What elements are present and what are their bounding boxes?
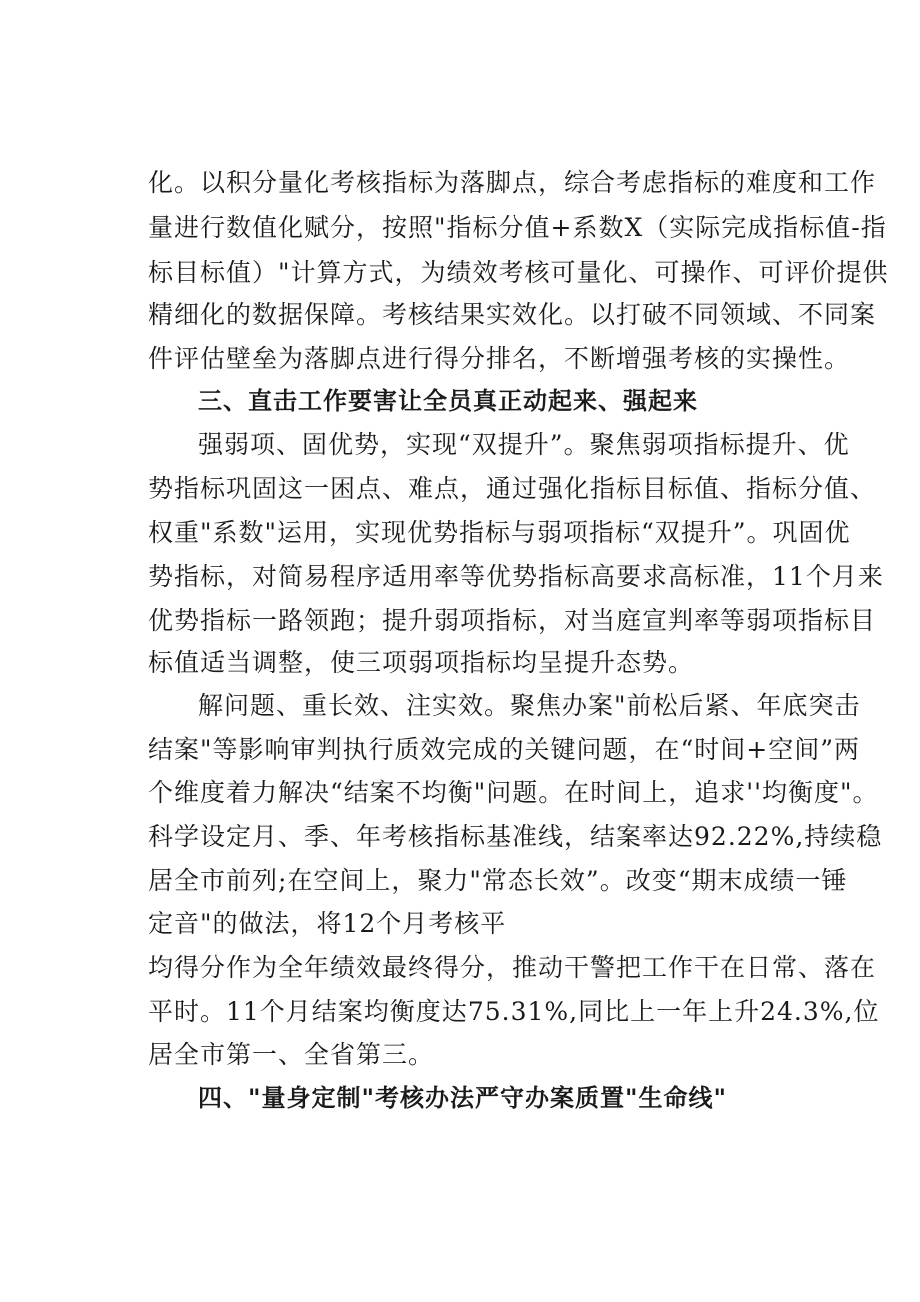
text-line: 个维度着力解决“结案不均衡"问题。在时间上，追求''均衡度"。: [148, 778, 879, 807]
text-line: 解问题、重长效、注实效。聚焦办案"前松后紧、年底突击: [198, 691, 861, 720]
text-line: 平时。11个月结案均衡度达75.31%,同比上一年上升24.3%,位: [148, 997, 880, 1026]
section-heading-3: 三、直击工作要害让全员真正动起来、强起来: [198, 387, 698, 415]
section-heading-4: 四、"量身定制"考核办法严守办案质置"生命线": [198, 1084, 728, 1112]
text-line: 权重"系数"运用，实现优势指标与弱项指标“双提升”。巩固优: [148, 518, 851, 547]
text-line: 优势指标一路领跑；提升弱项指标，对当庭宣判率等弱项指标目: [148, 606, 877, 635]
text-line: 化。以积分量化考核指标为落脚点，综合考虑指标的难度和工作: [148, 168, 877, 197]
text-line: 标目标值）"计算方式，为绩效考核可量化、可操作、可评价提供: [148, 258, 889, 287]
text-line: 强弱项、固优势，实现“双提升”。聚焦弱项指标提升、优: [198, 430, 850, 459]
text-line: 件评估壁垒为落脚点进行得分排名，不断增强考核的实操性。: [148, 344, 851, 373]
text-line: 量进行数值化赋分，按照"指标分值+系数X（实际完成指标值-指: [148, 213, 887, 242]
text-line: 势指标，对简易程序适用率等优势指标高要求高标准，11个月来: [148, 562, 884, 591]
text-line: 势指标巩固这一困点、难点，通过强化指标目标值、指标分值、: [148, 474, 877, 503]
text-line: 均得分作为全年绩效最终得分，推动干警把工作干在日常、落在: [148, 953, 877, 982]
text-line: 居全市前列;在空间上，聚力"常态长效”。改变“期末成绩一锤: [148, 866, 848, 895]
text-line: 精细化的数据保障。考核结果实效化。以打破不同领域、不同案: [148, 300, 877, 329]
text-line: 居全市第一、全省第三。: [148, 1040, 435, 1069]
text-line: 标值适当调整，使三项弱项指标均呈提升态势。: [148, 648, 695, 677]
text-line: 科学设定月、季、年考核指标基准线，结案率达92.22%,持续稳: [148, 822, 883, 851]
text-line: 定音"的做法，将12个月考核平: [148, 909, 507, 938]
text-line: 结案"等影响审判执行质效完成的关键问题，在“时间+空间”两: [148, 735, 861, 764]
